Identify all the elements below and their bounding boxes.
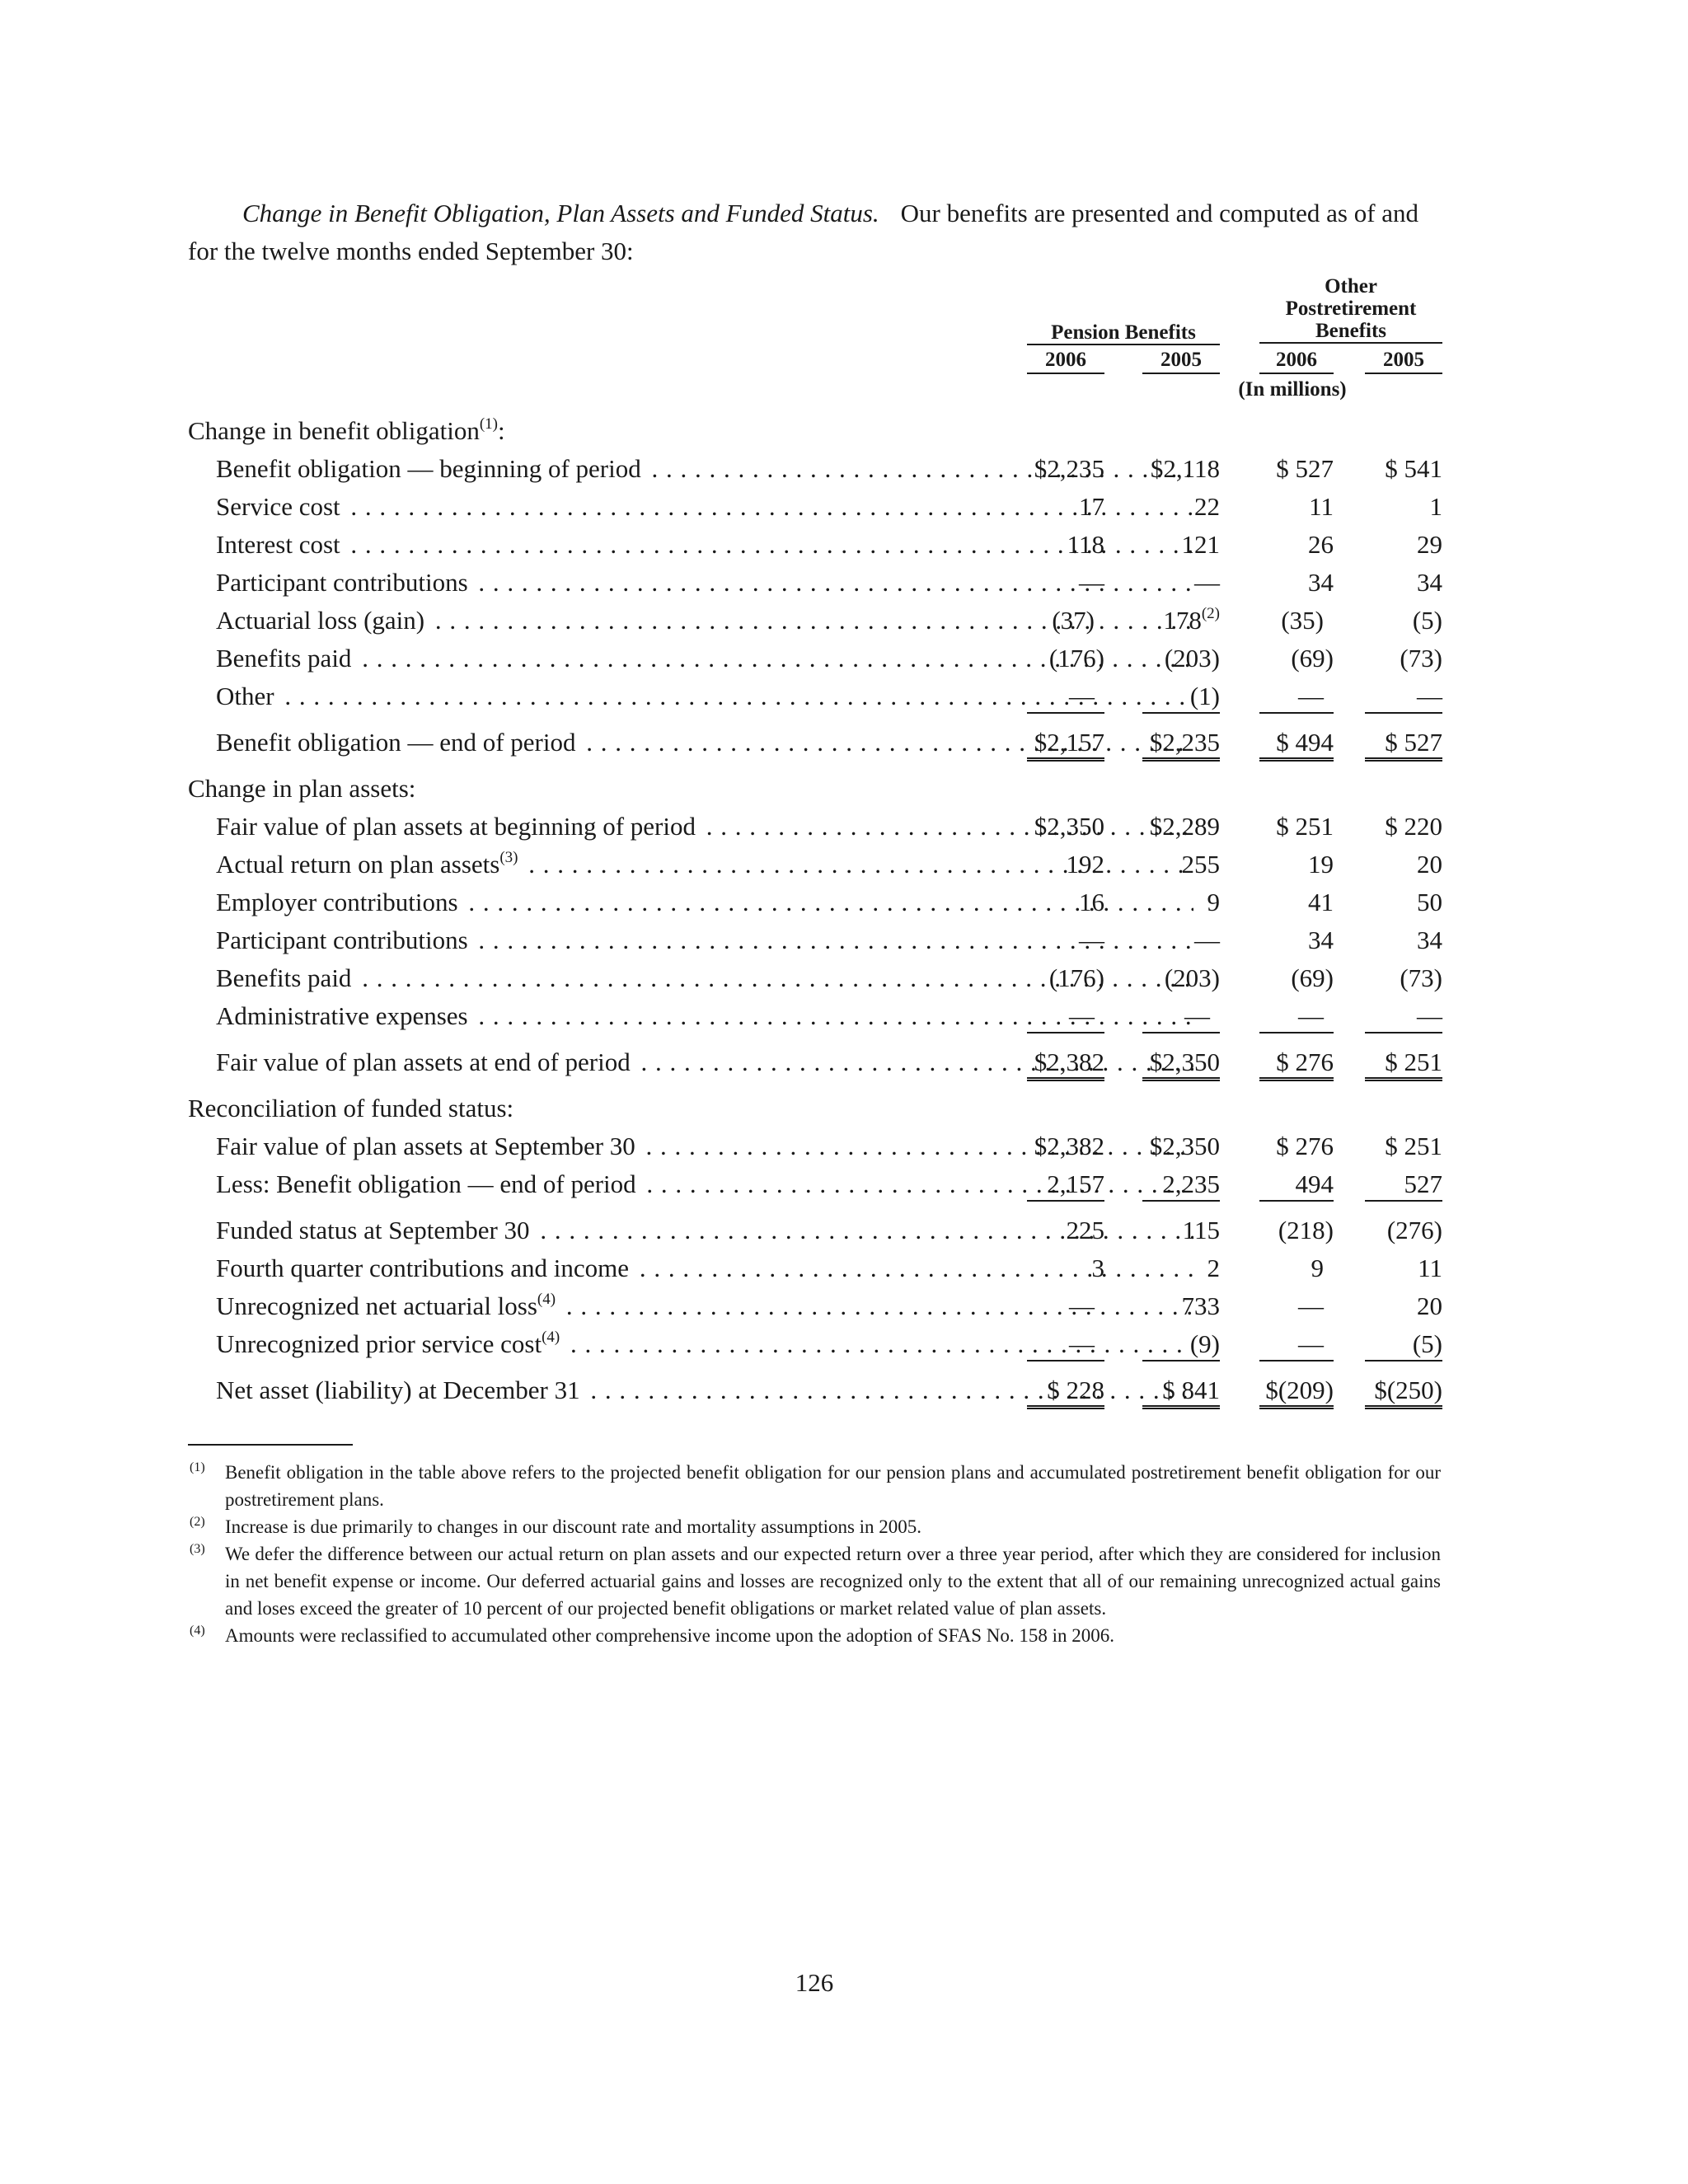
cell-pension-2005: (1) <box>1189 682 1220 710</box>
total-double-rule <box>1365 1077 1442 1081</box>
subtotal-rule <box>1365 1360 1442 1361</box>
table-row-total <box>188 1371 1441 1409</box>
table-row <box>188 1127 1441 1165</box>
subtotal-rule <box>1365 712 1442 714</box>
cell-pension-2006: (176) <box>1048 644 1104 673</box>
table-row <box>188 1165 1441 1203</box>
total-double-rule <box>1027 1405 1104 1409</box>
header-other-line1: Other <box>1325 275 1377 298</box>
cell-pension-2005: (9) <box>1189 1329 1220 1358</box>
cell-pension-2005: 2 <box>1207 1254 1220 1282</box>
footnote <box>188 1459 1441 1513</box>
footnote-text: Increase is due primarily to changes in our discount rate and mortality assumptions in 2005. <box>225 1516 922 1537</box>
subtotal-rule <box>1365 1032 1442 1033</box>
cell-pension-2006: — <box>1069 1329 1095 1358</box>
footnote-mark: (2) <box>190 1515 205 1529</box>
cell-pension-2005: 22 <box>1194 492 1220 521</box>
total-double-rule <box>1259 757 1334 762</box>
total-double-rule <box>1142 1077 1220 1081</box>
row-label-text: Fair value of plan assets at end of period <box>216 1047 634 1076</box>
cell-other-2005: 20 <box>1417 1291 1442 1320</box>
row-label-text: Administrative expenses <box>216 1001 471 1030</box>
cell-pension-2005: — <box>1194 568 1220 597</box>
total-double-rule <box>1259 1405 1334 1409</box>
cell-pension-2006: $2,382 <box>1034 1047 1104 1076</box>
cell-pension-2005 <box>1142 602 1220 640</box>
cell-other-2006: $ 527 <box>1276 454 1334 483</box>
cell-pension-2006: $2,157 <box>1034 728 1104 757</box>
cell-pension-2005: 255 <box>1181 850 1220 879</box>
cell-other-2006: 9 <box>1311 1254 1324 1282</box>
row-label-text: Participant contributions <box>216 568 471 597</box>
footnote-text: We defer the difference between our actual return on plan assets and our expected return over a three year period, after which they are considered for inclusion in net benefit expense or income. Our deferred actuarial gains and losses are recognized only to the extent that all of our remaining unrecognized actual gains and loses exceed the greater of 10 percent of our projected benefit obligations or market related value of plan assets. <box>225 1544 1441 1619</box>
cell-pension-2006: (37) <box>1052 606 1095 635</box>
cell-pension-2005: $2,350 <box>1149 1047 1220 1076</box>
cell-other-2005: 50 <box>1417 888 1442 916</box>
subtotal-rule <box>1027 712 1104 714</box>
cell-pension-2005: (203) <box>1164 963 1220 992</box>
subtotal-rule <box>1142 712 1220 714</box>
cell-pension-2006: 3 <box>1091 1254 1104 1282</box>
section-title: Change in plan assets: <box>188 774 416 803</box>
subtotal-rule <box>1142 1032 1220 1033</box>
row-label-text: Actuarial loss (gain) <box>216 606 428 635</box>
cell-other-2005: (5) <box>1412 1329 1442 1358</box>
cell-pension-2006: $ 228 <box>1047 1376 1104 1404</box>
header-pension-benefits: Pension Benefits <box>1027 321 1220 345</box>
cell-pension-2005: $ 841 <box>1162 1376 1220 1404</box>
header-year: 2005 <box>1365 348 1442 374</box>
subtotal-rule <box>1027 1200 1104 1202</box>
header-other-line2: Postretirement <box>1285 298 1417 320</box>
total-double-rule <box>1142 1405 1220 1409</box>
cell-other-2006: 26 <box>1308 530 1334 559</box>
cell-other-2006: 41 <box>1308 888 1334 916</box>
section-title-row <box>188 1090 1441 1127</box>
cell-other-2005: (276) <box>1386 1216 1442 1244</box>
total-double-rule <box>1027 757 1104 762</box>
row-label-text: Service cost <box>216 492 344 521</box>
row-label-text: Participant contributions <box>216 926 471 954</box>
cell-other-2006: — <box>1298 1329 1324 1358</box>
row-label-main: Unrecognized prior service cost <box>216 1329 542 1358</box>
cell-pension-2005: 115 <box>1182 1216 1220 1244</box>
cell-other-2006: (35) <box>1281 606 1324 635</box>
row-label-text: Employer contributions <box>216 888 462 916</box>
footnote-mark: (3) <box>190 1542 205 1556</box>
cell-pension-2005: 9 <box>1207 888 1220 916</box>
total-double-rule <box>1365 757 1442 762</box>
row-label-text <box>216 1291 559 1320</box>
header-other-postretirement <box>1259 275 1442 344</box>
cell-other-2006: 11 <box>1309 492 1334 521</box>
cell-pension-2006: 118 <box>1067 530 1104 559</box>
cell-other-2005: 1 <box>1429 492 1442 521</box>
table-row <box>188 602 1441 640</box>
row-label-text <box>216 1329 563 1358</box>
subtotal-rule <box>1259 1200 1334 1202</box>
subtotal-rule <box>1142 1200 1220 1202</box>
cell-pension-2005: — <box>1184 1001 1210 1030</box>
benefits-table <box>188 275 1441 1409</box>
footnote-ref: (1) <box>479 415 498 433</box>
footnote-ref: (3) <box>499 849 518 866</box>
row-label-text: Fair value of plan assets at September 30 <box>216 1132 639 1160</box>
table-row-total <box>188 1043 1441 1081</box>
section-title-row <box>188 770 1441 808</box>
total-double-rule <box>1027 1077 1104 1081</box>
table-row <box>188 450 1441 488</box>
cell-other-2005: (73) <box>1400 644 1442 673</box>
table-row <box>188 677 1441 715</box>
header-year: 2006 <box>1259 348 1334 374</box>
footnote-ref: (2) <box>1201 605 1220 622</box>
row-label-text: Less: Benefit obligation — end of period <box>216 1169 640 1198</box>
cell-pension-2006: 16 <box>1079 888 1104 916</box>
cell-other-2006: 34 <box>1308 926 1334 954</box>
cell-other-2006: 494 <box>1295 1169 1334 1198</box>
footnote <box>188 1622 1441 1649</box>
cell-other-2006: $ 251 <box>1276 812 1334 841</box>
section-title-row <box>188 412 1441 450</box>
footnote-mark: (1) <box>190 1460 205 1474</box>
cell-pension-2006: $2,382 <box>1034 1132 1104 1160</box>
cell-pension-2006: $2,350 <box>1034 812 1104 841</box>
page-number: 126 <box>795 1968 834 1997</box>
row-label-text: Fourth quarter contributions and income <box>216 1254 632 1282</box>
footnote <box>188 1513 1441 1540</box>
intro-text: Our benefits are presented and computed as of and for the twelve months ended September 30: <box>188 199 1419 265</box>
cell-other-2006: (218) <box>1278 1216 1334 1244</box>
cell-pension-2005: 2,235 <box>1162 1169 1220 1198</box>
cell-other-2005: — <box>1417 1001 1442 1030</box>
cell-pension-2006: (176) <box>1048 963 1104 992</box>
total-double-rule <box>1259 1077 1334 1081</box>
cell-other-2005: 20 <box>1417 850 1442 879</box>
row-label-text: Benefits paid <box>216 644 354 673</box>
cell-other-2006: $ 494 <box>1276 728 1334 757</box>
cell-other-2005: (73) <box>1400 963 1442 992</box>
intro-lead-in: Change in Benefit Obligation, Plan Assets and Funded Status. <box>242 199 879 227</box>
row-label-text <box>216 850 522 879</box>
cell-pension-2005: $2,118 <box>1150 454 1220 483</box>
cell-other-2005: $ 220 <box>1385 812 1442 841</box>
table-row <box>188 1212 1441 1249</box>
subtotal-rule <box>1027 1032 1104 1033</box>
row-label-text: Fair value of plan assets at beginning of period <box>216 812 699 841</box>
cell-pension-2005: $2,350 <box>1149 1132 1220 1160</box>
cell-pension-2005: $2,235 <box>1149 728 1220 757</box>
table-row <box>188 526 1441 564</box>
cell-pension-2006: 17 <box>1079 492 1104 521</box>
subtotal-rule <box>1365 1200 1442 1202</box>
table-row <box>188 640 1441 677</box>
row-label-text: Benefit obligation — end of period <box>216 728 579 757</box>
cell-other-2005: 34 <box>1417 568 1442 597</box>
cell-other-2005: (5) <box>1412 606 1442 635</box>
cell-pension-2006: — <box>1079 568 1104 597</box>
header-year: 2005 <box>1142 348 1220 374</box>
cell-other-2006: — <box>1298 1001 1324 1030</box>
table-row <box>188 1325 1441 1363</box>
section-title: Reconciliation of funded status: <box>188 1094 514 1122</box>
row-label-main: Unrecognized net actuarial loss <box>216 1291 537 1320</box>
table-row <box>188 997 1441 1035</box>
cell-other-2005: $ 541 <box>1385 454 1442 483</box>
cell-other-2006: — <box>1298 1291 1324 1320</box>
cell-other-2006: 19 <box>1308 850 1334 879</box>
header-unit: (In millions) <box>1238 378 1347 401</box>
cell-pension-2006: — <box>1079 926 1104 954</box>
footnotes <box>188 1459 1441 1649</box>
cell-other-2005: $(250) <box>1374 1376 1442 1404</box>
cell-other-2006: (69) <box>1291 963 1334 992</box>
row-label-text: Benefits paid <box>216 963 354 992</box>
footnote-text: Amounts were reclassified to accumulated other comprehensive income upon the adoption of SFAS No. 158 in 2006. <box>225 1625 1115 1646</box>
header-other-line3: Benefits <box>1315 320 1387 342</box>
cell-other-2005: 11 <box>1418 1254 1442 1282</box>
cell-pension-2006: — <box>1069 1001 1095 1030</box>
table-row <box>188 921 1441 959</box>
table-row <box>188 846 1441 883</box>
row-label-main: Actual return on plan assets <box>216 850 500 879</box>
cell-other-2006: $ 276 <box>1276 1047 1334 1076</box>
cell-pension-2006: — <box>1069 682 1095 710</box>
cell-other-2005: 34 <box>1417 926 1442 954</box>
footnote-ref: (4) <box>537 1291 556 1308</box>
cell-other-2005: — <box>1417 682 1442 710</box>
table-row <box>188 564 1441 602</box>
cell-pension-2006: $2,235 <box>1034 454 1104 483</box>
table-row <box>188 1249 1441 1287</box>
cell-pension-2005: 733 <box>1181 1291 1220 1320</box>
cell-other-2006: 34 <box>1308 568 1334 597</box>
row-label-text: Other <box>216 682 278 710</box>
subtotal-rule <box>1259 1360 1334 1361</box>
subtotal-rule <box>1142 1360 1220 1361</box>
cell-other-2005: $ 251 <box>1385 1132 1442 1160</box>
cell-other-2005: $ 527 <box>1385 728 1442 757</box>
cell-other-2005: $ 251 <box>1385 1047 1442 1076</box>
cell-other-2005: 527 <box>1404 1169 1442 1198</box>
cell-pension-2006: 192 <box>1066 850 1104 879</box>
table-row <box>188 808 1441 846</box>
total-double-rule <box>1365 1405 1442 1409</box>
row-label-text: Benefit obligation — beginning of period <box>216 454 645 483</box>
cell-pension-2005: (203) <box>1164 644 1220 673</box>
cell-pension-2006: 2,157 <box>1047 1169 1104 1198</box>
cell-other-2006: — <box>1298 682 1324 710</box>
cell-pension-2005: $2,289 <box>1149 812 1220 841</box>
cell-pension-2006: — <box>1069 1291 1095 1320</box>
table-row <box>188 1287 1441 1325</box>
subtotal-rule <box>1259 712 1334 714</box>
cell-pension-2006: 225 <box>1066 1216 1104 1244</box>
total-double-rule <box>1142 757 1220 762</box>
footnote-text: Benefit obligation in the table above refers to the projected benefit obligation for our pension plans and accumulated postretirement benefit obligation for our postretirement plans. <box>225 1462 1441 1510</box>
footnote-mark: (4) <box>190 1624 205 1638</box>
row-label-text: Interest cost <box>216 530 344 559</box>
header-year: 2006 <box>1027 348 1104 374</box>
footnote-ref: (4) <box>542 1329 560 1346</box>
intro-paragraph <box>188 194 1431 270</box>
footnote-rule <box>188 1444 353 1446</box>
subtotal-rule <box>1259 1032 1334 1033</box>
cell-value: 178 <box>1163 606 1202 635</box>
cell-other-2005: 29 <box>1417 530 1442 559</box>
table-row <box>188 488 1441 526</box>
table-row-total <box>188 724 1441 762</box>
table-row <box>188 883 1441 921</box>
cell-other-2006: $ 276 <box>1276 1132 1334 1160</box>
cell-pension-2005: 121 <box>1181 530 1220 559</box>
cell-pension-2005: — <box>1194 926 1220 954</box>
footnote <box>188 1540 1441 1622</box>
cell-other-2006: (69) <box>1291 644 1334 673</box>
section-title <box>188 412 1165 450</box>
section-title-suffix: : <box>498 416 505 445</box>
row-label-text: Net asset (liability) at December 31 <box>216 1376 584 1404</box>
section-title-text: Change in benefit obligation <box>188 416 480 445</box>
table-row <box>188 959 1441 997</box>
subtotal-rule <box>1027 1360 1104 1361</box>
row-label-text: Funded status at September 30 <box>216 1216 533 1244</box>
table-header <box>188 275 1441 407</box>
cell-other-2006: $(209) <box>1265 1376 1334 1404</box>
